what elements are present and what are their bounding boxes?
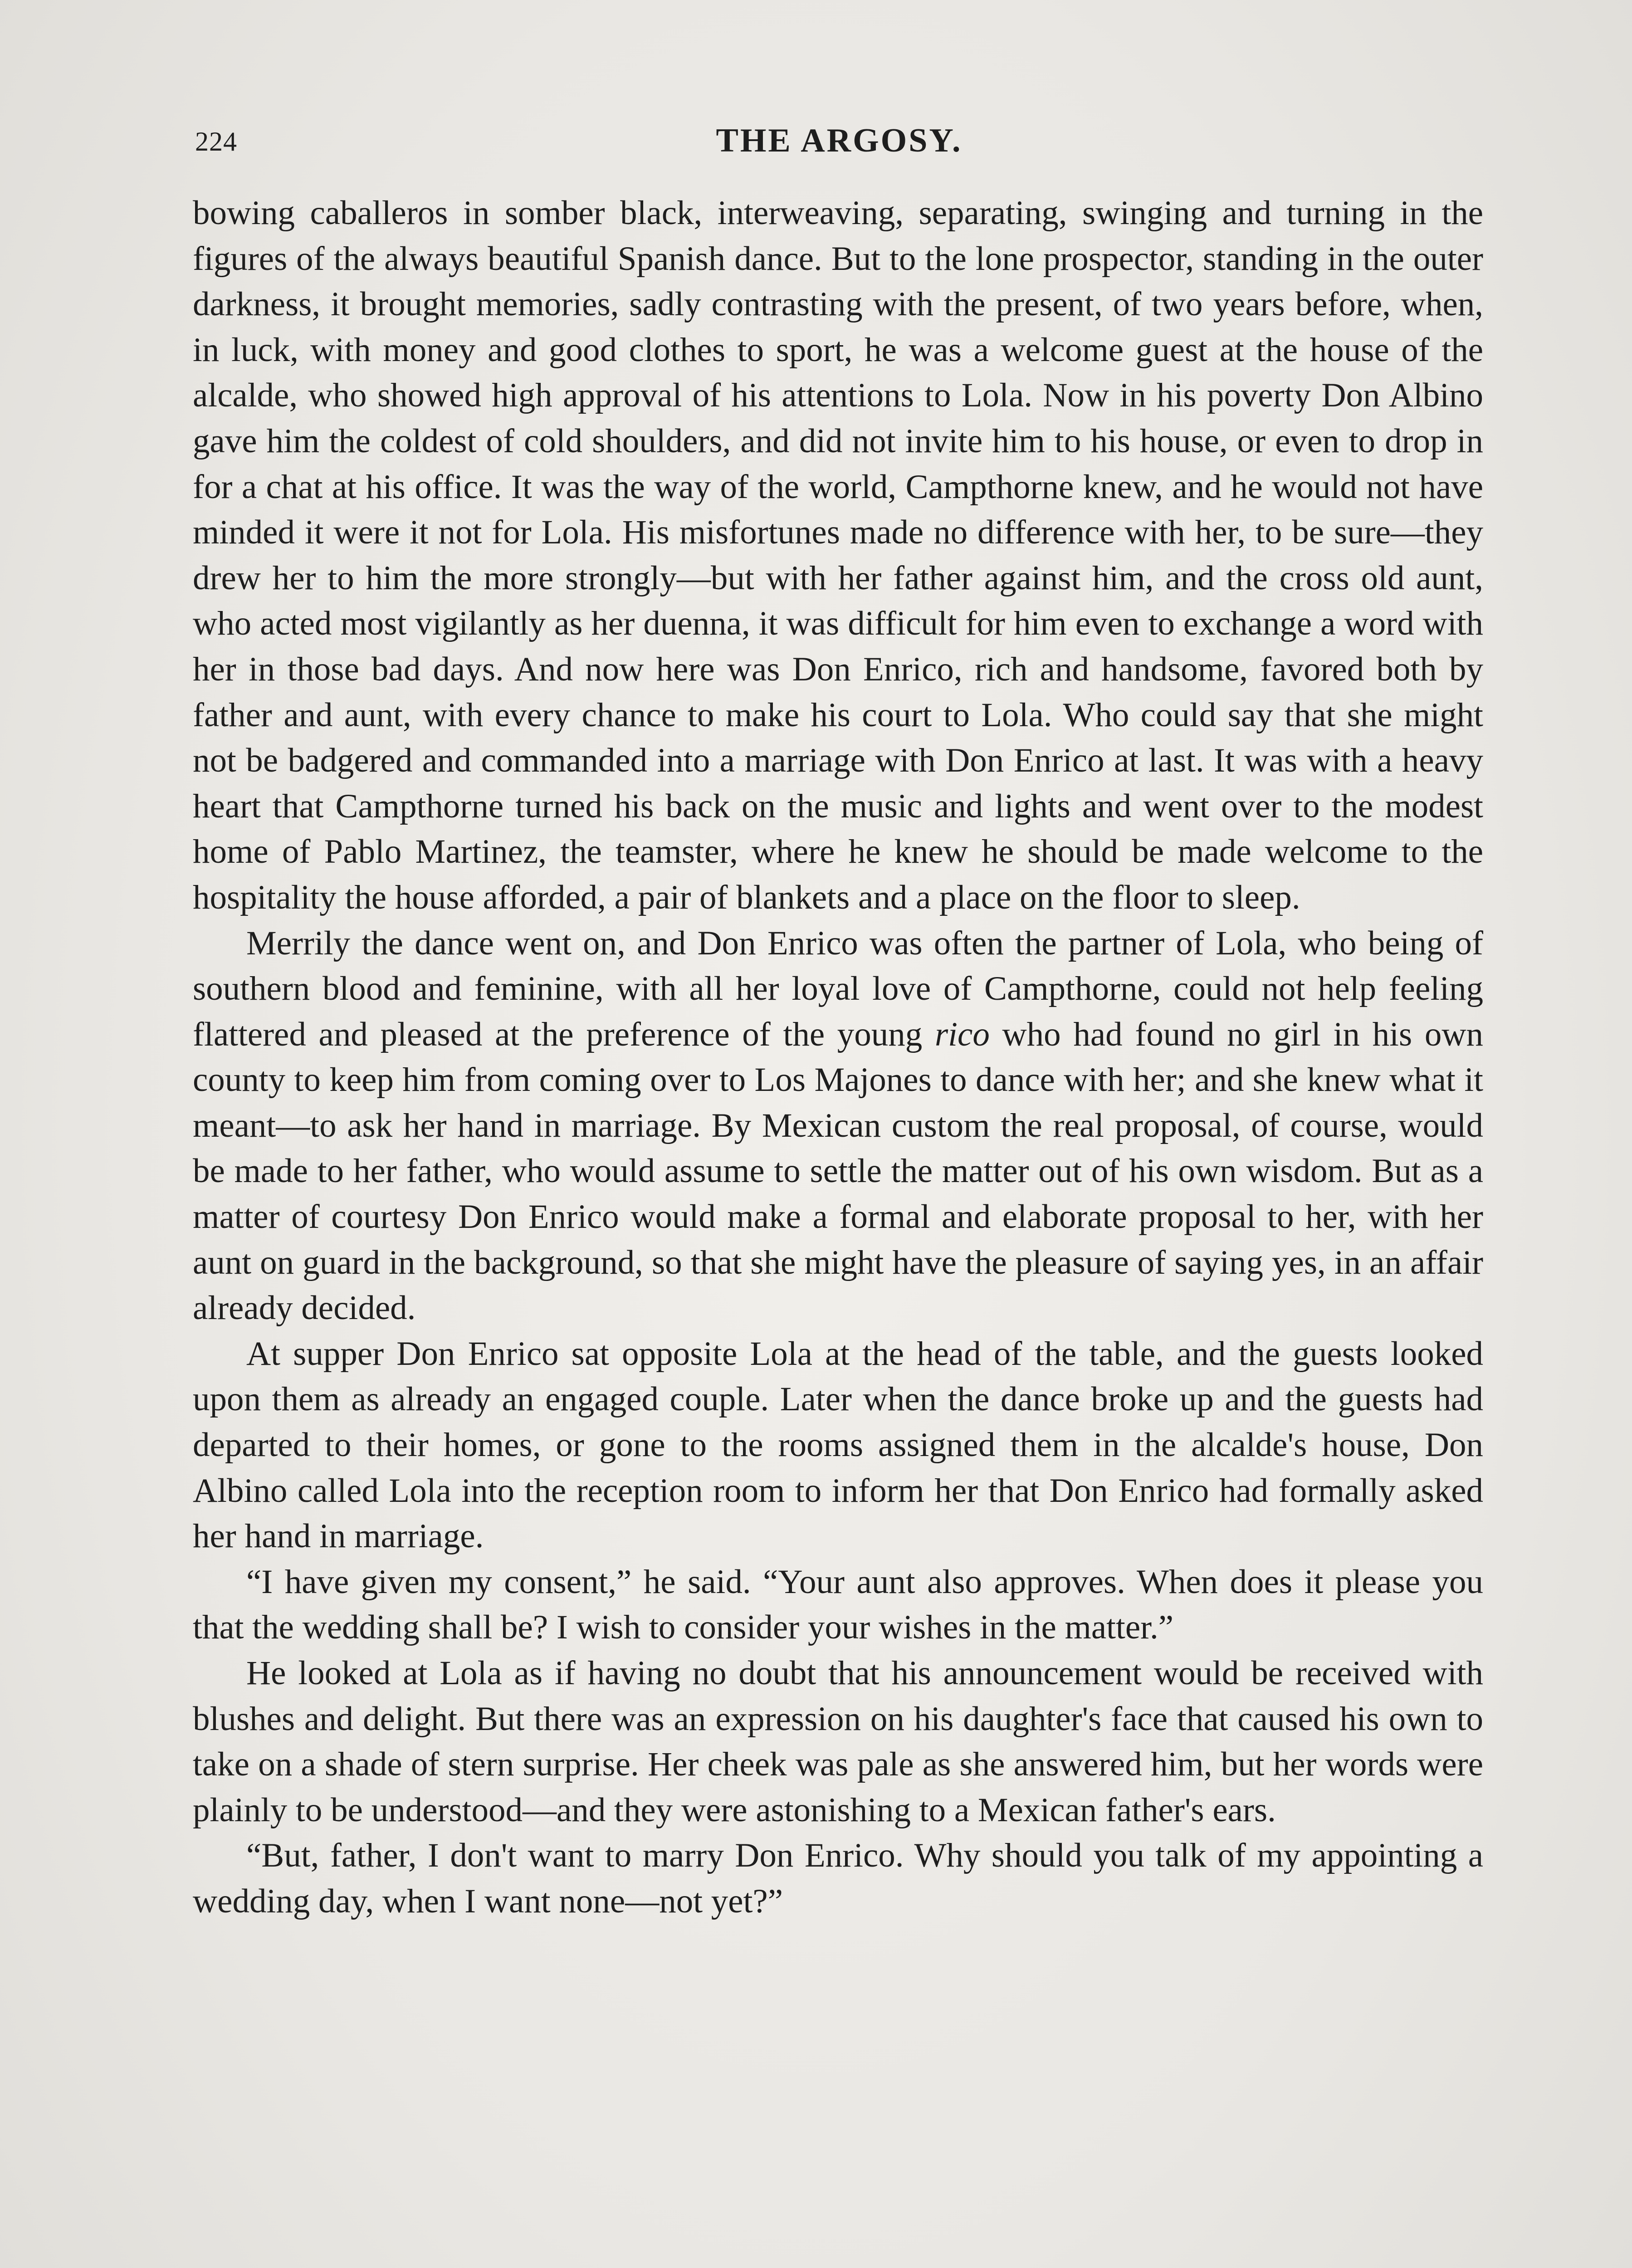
paragraph-2-text-before: Merrily the dance went on, and Don Enrico was often the partner of Lola, who being of southern blood and feminine, with all her loyal love of Campthorne, could not help feeling flattered and pleased at the preference of the young (193, 924, 1483, 1053)
paragraph-6: “But, father, I don't want to marry Don Enrico. Why should you talk of my appointing a wedding day, when I want none—not yet?” (193, 1837, 1483, 1920)
paragraph-2-text-after: who had found no girl in his own county to keep him from coming over to Los Majones to dance with her; and she knew what it meant—to ask her hand in marriage. By Mexican custom the real proposal, of course, would be made to her father, who would assume to settle the matter out of his own wisdom. But as a matter of courtesy Don Enrico would make a formal and elaborate proposal to her, with her aunt on guard in the background, so that she might have the pleasure of saying yes, in an affair already decided. (193, 1015, 1483, 1327)
paragraph-2 (193, 921, 1483, 1331)
paragraph-1: bowing caballeros in somber black, interweaving, separating, swinging and turning in the figures of the always beautiful Spanish dance. But to the lone prospector, standing in the outer darkness, it brought memories, sadly contrasting with the present, of two years before, when, in luck, with money and good clothes to sport, he was a welcome guest at the house of the alcalde, who showed high approval of his attentions to Lola. Now in his poverty Don Albino gave him the coldest of cold shoulders, and did not invite him to his house, or even to drop in for a chat at his office. It was the way of the world, Campthorne knew, and he would not have minded it were it not for Lola. His misfortunes made no difference with her, to be sure—they drew her to him the more strongly—but with her father against him, and the cross old aunt, who acted most vigilantly as her duenna, it was difficult for him even to exchange a word with her in those bad days. And now here was Don Enrico, rich and handsome, favored both by father and aunt, with every chance to make his court to Lola. Who could say that she might not be badgered and commanded into a marriage with Don Enrico at last. It was with a heavy heart that Campthorne turned his back on the music and lights and went over to the modest home of Pablo Martinez, the teamster, where he knew he should be made welcome to the hospitality the house afforded, a pair of blankets and a place on the floor to sleep. (193, 194, 1483, 916)
running-head: THE ARGOSY. (716, 122, 963, 159)
paragraph-5: He looked at Lola as if having no doubt that his announcement would be received with blushes and delight. But there was an expression on his daughter's face that caused his own to take on a shade of stern surprise. Her cheek was pale as she answered him, but her words were plainly to be understood—and they were astonishing to a Mexican father's ears. (193, 1654, 1483, 1829)
paragraph-4: “I have given my consent,” he said. “Your aunt also approves. When does it please you that the wedding shall be? I wish to consider your wishes in the matter.” (193, 1563, 1483, 1647)
page-number: 224 (195, 127, 237, 156)
paragraph-2-italic-word: rico (935, 1015, 990, 1053)
article-body (193, 191, 1483, 1925)
paragraph-3: At supper Don Enrico sat opposite Lola at the head of the table, and the guests looked upon them as already an engaged couple. Later when the dance broke up and the guests had departed to their homes, or gone to the rooms assigned them in the alcalde's house, Don Albino called Lola into the reception room to inform her that Don Enrico had formally asked her hand in marriage. (193, 1334, 1483, 1555)
page-header (195, 122, 1483, 162)
